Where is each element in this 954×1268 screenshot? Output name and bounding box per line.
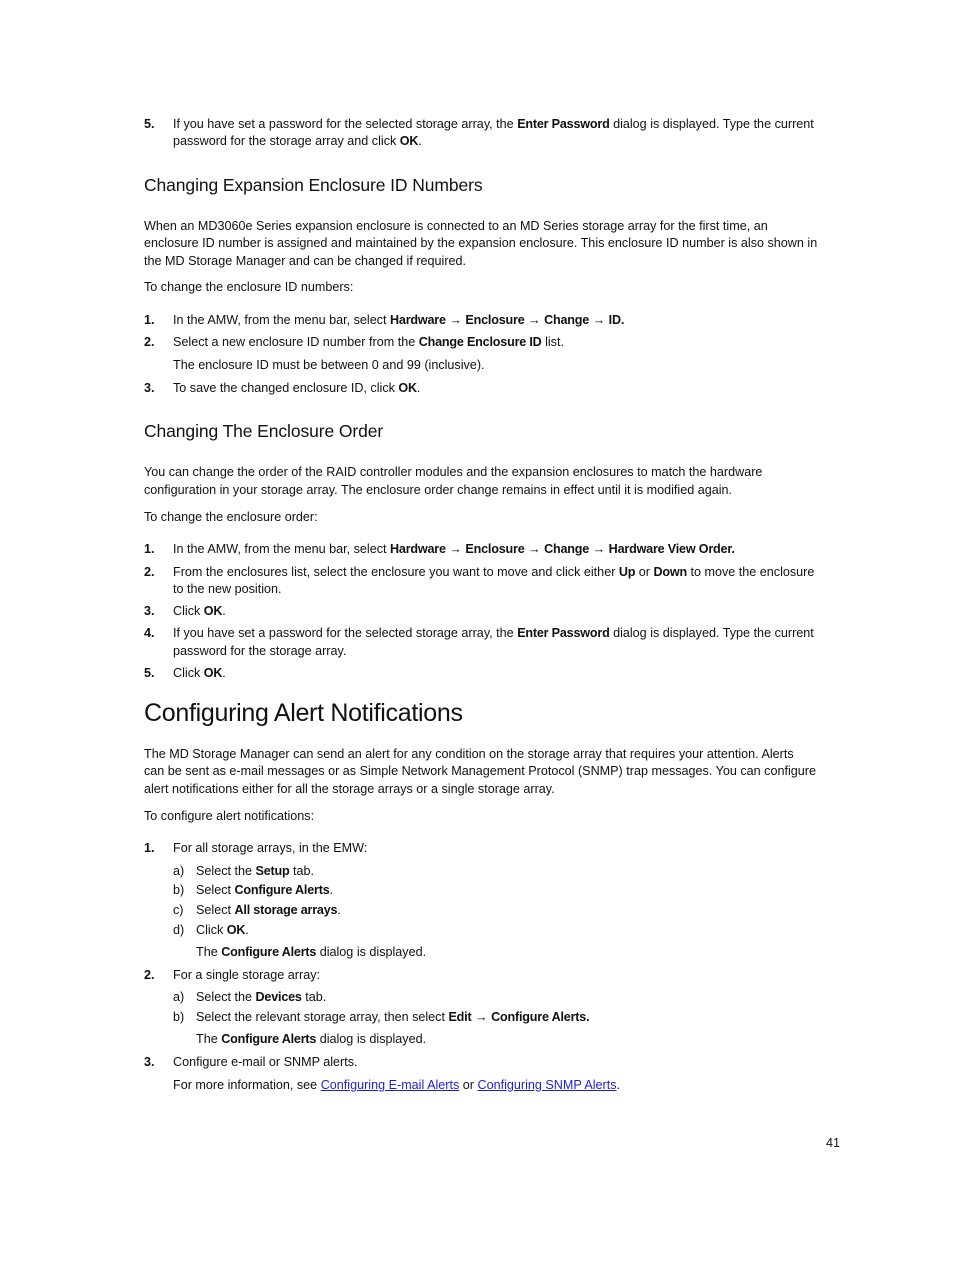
page-number: 41 (826, 1136, 841, 1150)
step-text: To save the changed enclosure ID, click OK. (173, 381, 421, 395)
menu-hardware-view-order: Hardware View Order. (608, 542, 735, 556)
paragraph-line: the MD Storage Manager and can be changed if required. (144, 254, 467, 268)
step-text: If you have set a password for the selected storage array, the Enter Password dialog is displayed. Type the current (173, 117, 814, 131)
step-text: If you have set a password for the selected storage array, the Enter Password dialog is displayed. Type the current (173, 626, 814, 640)
step-number: 1. (144, 542, 155, 556)
paragraph-intro: To configure alert notifications: (144, 809, 315, 823)
ui-term: Up (618, 565, 636, 579)
ui-term: OK (203, 666, 223, 680)
step-number: 5. (144, 666, 155, 680)
section-heading: Changing Expansion Enclosure ID Numbers (144, 175, 483, 195)
substep-letter: a) (173, 864, 185, 878)
chapter-heading: Configuring Alert Notifications (144, 699, 463, 727)
menu-configure-alerts: Configure Alerts. (491, 1010, 590, 1024)
menu-hardware: Hardware (390, 542, 446, 556)
ui-term: Setup (255, 864, 290, 878)
paragraph-line: When an MD3060e Series expansion enclosure is connected to an MD Series storage array for the first time, an (144, 219, 768, 233)
ui-term: Configure Alerts (221, 1032, 317, 1046)
step-number: 3. (144, 1055, 155, 1069)
paragraph-line: enclosure ID number is assigned and maintained by the expansion enclosure. This enclosure ID number is also shown in (144, 236, 818, 250)
step-text: Configure e-mail or SNMP alerts. (173, 1055, 358, 1069)
ui-term: Devices (255, 990, 302, 1004)
substep-letter: b) (173, 883, 185, 897)
step-text: For all storage arrays, in the EMW: (173, 841, 368, 855)
substep-text: Select Configure Alerts. (196, 883, 334, 897)
menu-edit: Edit (448, 1010, 472, 1024)
step-text: Click OK. (173, 666, 226, 680)
ui-term: Enter Password (517, 626, 610, 640)
step-number: 3. (144, 381, 155, 395)
step-text: Select a new enclosure ID number from the Change Enclosure ID list. (173, 335, 564, 349)
step-number: 1. (144, 313, 155, 327)
step-text: Click OK. (173, 604, 226, 618)
ui-term: OK (399, 134, 419, 148)
ui-term: Configure Alerts (234, 883, 330, 897)
menu-change: Change (544, 313, 590, 327)
substep-note: The Configure Alerts dialog is displayed. (196, 1032, 427, 1046)
step-text: In the AMW, from the menu bar, select Hardware → Enclosure → Change → Hardware View Order. (173, 542, 735, 556)
step-number: 1. (144, 841, 155, 855)
menu-hardware: Hardware (390, 313, 446, 327)
substep-text: Select All storage arrays. (196, 903, 341, 917)
step-number: 2. (144, 565, 155, 579)
substep-letter: a) (173, 990, 185, 1004)
menu-id: ID. (608, 313, 625, 327)
step-text: In the AMW, from the menu bar, select Hardware → Enclosure → Change → ID. (173, 313, 625, 327)
paragraph-intro: To change the enclosure ID numbers: (144, 280, 354, 294)
menu-enclosure: Enclosure (465, 542, 525, 556)
ui-term: Configure Alerts (221, 945, 317, 959)
substep-letter: d) (173, 923, 185, 937)
ui-term: OK (203, 604, 223, 618)
paragraph-line: You can change the order of the RAID controller modules and the expansion enclosures to match the hardware (144, 465, 763, 479)
ui-term: All storage arrays (234, 903, 338, 917)
step-number: 3. (144, 604, 155, 618)
step-number: 2. (144, 968, 155, 982)
link-configuring-snmp-alerts[interactable]: Configuring SNMP Alerts (477, 1078, 617, 1092)
step-text: password for the storage array and click OK. (173, 134, 422, 148)
ui-term: Change Enclosure ID (418, 335, 542, 349)
section-heading: Changing The Enclosure Order (144, 421, 384, 441)
step-number: 5. (144, 117, 155, 131)
ui-term: OK (226, 923, 246, 937)
step-text: to the new position. (173, 582, 282, 596)
substep-text: Select the Devices tab. (196, 990, 327, 1004)
step-text: password for the storage array. (173, 644, 347, 658)
step-number: 2. (144, 335, 155, 349)
step-note: The enclosure ID must be between 0 and 99 (inclusive). (173, 358, 485, 372)
more-info: For more information, see Configuring E-mail Alerts or Configuring SNMP Alerts. (173, 1078, 621, 1092)
step-number: 4. (144, 626, 155, 640)
ui-term: Enter Password (517, 117, 610, 131)
substep-letter: b) (173, 1010, 185, 1024)
step-text: From the enclosures list, select the enclosure you want to move and click either Up or Down to move the enclosure (173, 565, 815, 579)
step-text: For a single storage array: (173, 968, 320, 982)
ui-term: OK (398, 381, 417, 395)
paragraph-line: configuration in your storage array. The enclosure order change remains in effect until it is modified again. (144, 483, 733, 497)
menu-change: Change (544, 542, 590, 556)
link-configuring-email-alerts[interactable]: Configuring E-mail Alerts (320, 1078, 460, 1092)
paragraph-intro: To change the enclosure order: (144, 510, 318, 524)
substep-letter: c) (173, 903, 184, 917)
substep-text: Click OK. (196, 923, 249, 937)
substep-text: Select the Setup tab. (196, 864, 315, 878)
substep-text: Select the relevant storage array, then select Edit → Configure Alerts. (196, 1010, 590, 1024)
ui-term: Down (653, 565, 687, 579)
substep-note: The Configure Alerts dialog is displayed. (196, 945, 427, 959)
paragraph-line: alert notifications either for all the storage arrays or a single storage array. (144, 782, 555, 796)
menu-enclosure: Enclosure (465, 313, 525, 327)
paragraph-line: The MD Storage Manager can send an alert for any condition on the storage array that requires your attention. Alerts (144, 747, 794, 761)
paragraph-line: can be sent as e-mail messages or as Simple Network Management Protocol (SNMP) trap messages. You can configure (144, 764, 816, 778)
